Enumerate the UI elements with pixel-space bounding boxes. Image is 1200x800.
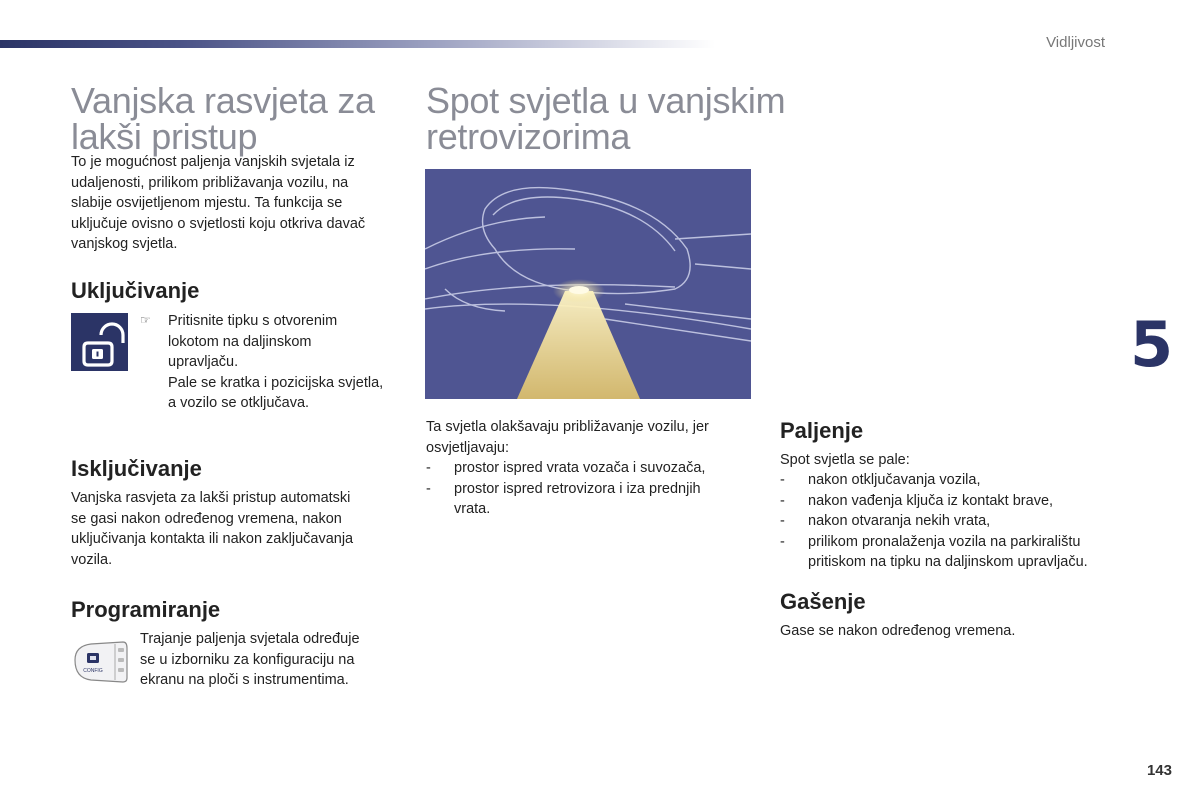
list-item-text: nakon otvaranja nekih vrata, xyxy=(808,513,991,529)
config-label: CONFIG xyxy=(83,668,103,674)
left-title-line-1: Vanjska rasvjeta za xyxy=(71,80,375,121)
heading-ukljucivanje: Uključivanje xyxy=(71,278,200,303)
gasenje-text: Gase se nakon određenog vremena. xyxy=(780,623,1016,639)
iskljucivanje-line: uključivanja kontakta ili nakon zaključavanja xyxy=(71,531,354,547)
heading-iskljucivanje: Isključivanje xyxy=(71,456,202,481)
iskljucivanje-line: vozila. xyxy=(71,551,113,568)
list-item xyxy=(780,532,1120,573)
config-button-icon xyxy=(71,640,129,684)
header-gradient-bar xyxy=(0,40,715,48)
list-item xyxy=(780,470,1120,491)
list-item-text: nakon vađenja ključa iz kontakt brave, xyxy=(808,492,1054,509)
paljenje-list xyxy=(780,470,1120,573)
mirror-spotlight-illustration xyxy=(425,169,751,399)
page-number: 143 xyxy=(1146,762,1172,779)
list-item-text: pritiskom na tipku na daljinskom upravljaču. xyxy=(808,554,1088,570)
ukljucivanje-line: a vozilo se otključava. xyxy=(168,395,310,411)
list-item-text: nakon otključavanja vozila, xyxy=(808,472,981,488)
left-intro xyxy=(71,152,401,255)
heading-gasenje: Gašenje xyxy=(780,589,866,614)
ukljucivanje-text xyxy=(168,311,403,414)
iskljucivanje-line: se gasi nakon određenog vremena, nakon xyxy=(71,510,342,527)
paljenje-intro: Spot svjetla se pale: xyxy=(780,452,910,468)
list-item-text: prostor ispred vrata vozača i suvozača, xyxy=(454,460,706,476)
list-item xyxy=(426,458,746,479)
mid-list xyxy=(426,458,746,520)
unlock-padlock-icon xyxy=(71,313,128,371)
pointing-hand-icon: ☞ xyxy=(140,313,151,327)
mid-title xyxy=(426,80,806,157)
list-item-text: prostor ispred retrovizora i iza prednjih xyxy=(454,480,701,497)
ukljucivanje-line: upravljaču. xyxy=(168,354,239,370)
left-intro-line: udaljenosti, prilikom približavanja vozilu, na xyxy=(71,174,349,191)
programiranje-line: Trajanje paljenja svjetala određuje xyxy=(140,631,360,647)
iskljucivanje-line: Vanjska rasvjeta za lakši pristup automatski xyxy=(71,490,351,506)
list-item xyxy=(780,491,1120,512)
left-intro-line: To je mogućnost paljenja vanjskih svjetala iz xyxy=(71,154,355,170)
programiranje-line: se u izborniku za konfiguraciju na xyxy=(140,651,355,668)
heading-programiranje: Programiranje xyxy=(71,597,221,622)
section-label: Vidljivost xyxy=(1046,34,1105,51)
mid-title-line-1: Spot svjetla u vanjskim xyxy=(426,80,786,121)
left-intro-line: vanjskog svjetla. xyxy=(71,236,178,252)
ukljucivanje-line: lokotom na daljinskom xyxy=(168,333,312,350)
ukljucivanje-line: Pritisnite tipku s otvorenim xyxy=(168,313,338,329)
list-item xyxy=(426,479,746,520)
list-item-text: prilikom pronalaženja vozila na parkiralištu xyxy=(808,533,1081,550)
left-intro-line: uključuje ovisno o svjetlosti koju otkriva davač xyxy=(71,215,366,232)
chapter-number: 5 xyxy=(1130,308,1174,381)
left-title xyxy=(71,80,411,157)
list-item-text: vrata. xyxy=(454,501,491,517)
mid-intro-line: Ta svjetla olakšavaju približavanje vozilu, jer xyxy=(426,419,709,435)
left-intro-line: slabije osvijetljenom mjestu. Ta funkcija se xyxy=(71,195,343,211)
mid-intro xyxy=(426,417,746,458)
list-item xyxy=(780,511,1120,532)
left-title-line-2: lakši pristup xyxy=(71,116,258,157)
mid-intro-line: osvjetljavaju: xyxy=(426,439,510,456)
programiranje-text xyxy=(140,629,402,691)
mid-title-line-2: retrovizorima xyxy=(426,116,631,157)
heading-paljenje: Paljenje xyxy=(780,418,864,443)
programiranje-line: ekranu na ploči s instrumentima. xyxy=(140,672,349,688)
iskljucivanje-text xyxy=(71,488,401,570)
ukljucivanje-line: Pale se kratka i pozicijska svjetla, xyxy=(168,374,384,391)
